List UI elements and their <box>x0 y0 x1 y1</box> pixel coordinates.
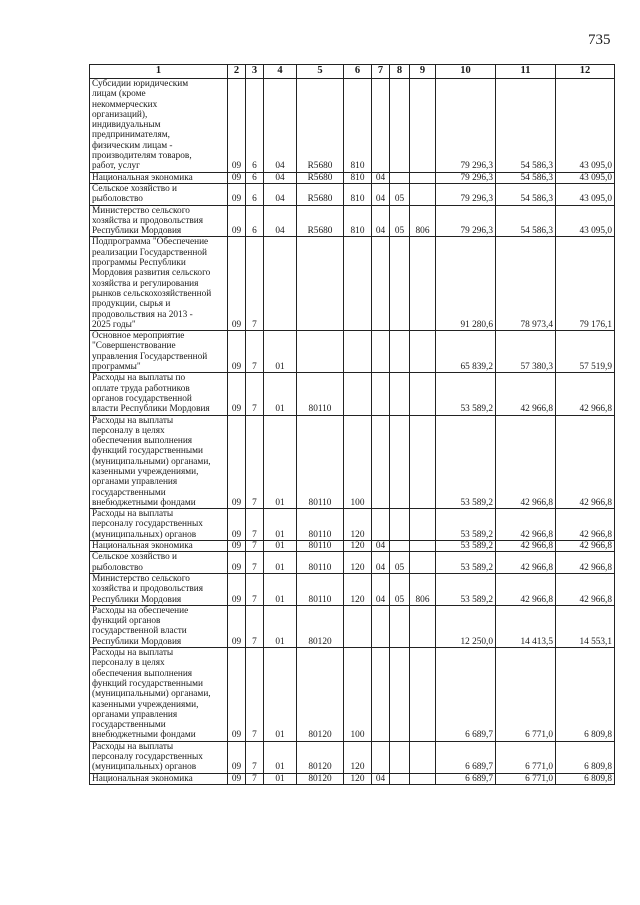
cell-name-line: продукции, сырья и <box>92 299 171 310</box>
cell-expense-type: 120 <box>344 741 372 773</box>
cell-pp: 7 <box>246 373 264 415</box>
cell-name <box>90 373 228 415</box>
cell-pp: 6 <box>246 183 264 205</box>
cell-subsection: 05 <box>390 183 410 205</box>
cell-ppp: 09 <box>228 541 246 552</box>
cell-grbs <box>410 183 436 205</box>
cell-pp: 7 <box>246 605 264 647</box>
cell-ppp: 09 <box>228 415 246 509</box>
cell-amount-year1: 6 689,7 <box>436 741 496 773</box>
cell-name-line: Национальная экономика <box>92 773 193 784</box>
cell-name-line: (муниципальных) органов <box>92 529 197 540</box>
cell-direction: 80120 <box>297 741 344 773</box>
cell-pp: 7 <box>246 541 264 552</box>
cell-grbs <box>410 773 436 784</box>
cell-amount-year2: 54 586,3 <box>496 79 556 173</box>
cell-name-line: персоналу государственных <box>92 752 203 762</box>
cell-name <box>90 415 228 509</box>
cell-ppp: 09 <box>228 79 246 173</box>
cell-amount-year3: 42 966,8 <box>556 552 615 574</box>
cell-direction <box>297 237 344 331</box>
table-row <box>90 605 615 647</box>
col-header: 11 <box>496 65 556 79</box>
cell-name-line: (муниципальными) органами, <box>92 456 211 467</box>
cell-amount-year3: 6 809,8 <box>556 773 615 784</box>
cell-name-line: персоналу государственных <box>92 519 203 530</box>
cell-ppp: 09 <box>228 648 246 742</box>
cell-name <box>90 183 228 205</box>
cell-name-line: персоналу в целях <box>92 658 165 669</box>
cell-amount-year1: 12 250,0 <box>436 605 496 647</box>
cell-amount-year1: 79 296,3 <box>436 183 496 205</box>
cell-pp: 6 <box>246 205 264 237</box>
cell-amount-year3: 43 095,0 <box>556 172 615 183</box>
cell-name <box>90 552 228 574</box>
cell-section: 04 <box>372 541 390 552</box>
col-header: 6 <box>344 65 372 79</box>
cell-amount-year1: 91 280,6 <box>436 237 496 331</box>
cell-amount-year1: 53 589,2 <box>436 541 496 552</box>
cell-name-line: Субсидии юридическим <box>92 79 189 89</box>
cell-direction: 80110 <box>297 415 344 509</box>
cell-om: 01 <box>264 373 297 415</box>
cell-name-line: рыболовство <box>92 194 143 205</box>
cell-expense-type: 810 <box>344 79 372 173</box>
cell-name <box>90 573 228 605</box>
cell-amount-year1: 53 589,2 <box>436 509 496 541</box>
table-row <box>90 183 615 205</box>
cell-name-line: хозяйства и продовольствия <box>92 584 204 595</box>
cell-section: 04 <box>372 183 390 205</box>
cell-grbs <box>410 552 436 574</box>
col-header: 8 <box>390 65 410 79</box>
cell-grbs: 806 <box>410 573 436 605</box>
cell-amount-year2: 54 586,3 <box>496 183 556 205</box>
cell-ppp: 09 <box>228 741 246 773</box>
cell-name-line: управления Государственной <box>92 351 208 362</box>
cell-amount-year1: 79 296,3 <box>436 205 496 237</box>
cell-name-line: функций государственными <box>92 446 203 457</box>
cell-subsection <box>390 773 410 784</box>
cell-subsection <box>390 605 410 647</box>
cell-name-line: некоммерческих <box>92 99 158 110</box>
header-row <box>90 65 615 79</box>
cell-om: 01 <box>264 741 297 773</box>
cell-name-line: индивидуальным <box>92 120 161 131</box>
table-row <box>90 573 615 605</box>
cell-direction: 80120 <box>297 773 344 784</box>
cell-pp: 7 <box>246 331 264 373</box>
cell-name <box>90 541 228 552</box>
cell-om <box>264 237 297 331</box>
cell-name-line: производителям товаров, <box>92 151 192 162</box>
cell-expense-type: 810 <box>344 205 372 237</box>
cell-expense-type: 810 <box>344 183 372 205</box>
cell-ppp: 09 <box>228 573 246 605</box>
cell-ppp: 09 <box>228 605 246 647</box>
cell-name-line: хозяйства и регулирования <box>92 278 199 289</box>
cell-pp: 7 <box>246 648 264 742</box>
cell-amount-year3: 79 176,1 <box>556 237 615 331</box>
table-body <box>90 79 615 785</box>
cell-direction: 80110 <box>297 509 344 541</box>
cell-pp: 7 <box>246 773 264 784</box>
col-header: 7 <box>372 65 390 79</box>
cell-amount-year3: 42 966,8 <box>556 573 615 605</box>
cell-section <box>372 741 390 773</box>
col-header: 4 <box>264 65 297 79</box>
cell-grbs <box>410 172 436 183</box>
cell-name <box>90 773 228 784</box>
cell-name-line: Расходы на выплаты <box>92 741 174 752</box>
cell-name-line: рыболовство <box>92 562 143 573</box>
cell-amount-year1: 53 589,2 <box>436 415 496 509</box>
cell-grbs <box>410 373 436 415</box>
cell-amount-year2: 6 771,0 <box>496 773 556 784</box>
cell-name <box>90 605 228 647</box>
cell-om: 01 <box>264 605 297 647</box>
cell-amount-year3: 6 809,8 <box>556 648 615 742</box>
cell-om: 01 <box>264 415 297 509</box>
cell-name-line: предпринимателям, <box>92 130 170 141</box>
cell-name-line: Расходы на выплаты <box>92 648 174 659</box>
col-header: 12 <box>556 65 615 79</box>
cell-om: 01 <box>264 331 297 373</box>
cell-grbs <box>410 605 436 647</box>
cell-name <box>90 237 228 331</box>
cell-grbs <box>410 509 436 541</box>
cell-name-line: продовольствия на 2013 - <box>92 309 193 320</box>
cell-amount-year1: 6 689,7 <box>436 773 496 784</box>
cell-ppp: 09 <box>228 205 246 237</box>
cell-pp: 7 <box>246 415 264 509</box>
table-row <box>90 205 615 237</box>
cell-direction: 80110 <box>297 373 344 415</box>
table-row <box>90 741 615 773</box>
cell-ppp: 09 <box>228 237 246 331</box>
cell-name-line: Республики Мордовия <box>92 226 182 237</box>
cell-name-line: (муниципальных) органов <box>92 762 197 773</box>
cell-subsection <box>390 509 410 541</box>
cell-ppp: 09 <box>228 509 246 541</box>
cell-expense-type: 120 <box>344 541 372 552</box>
cell-name-line: Подпрограмма "Обеспечение <box>92 237 209 248</box>
cell-name-line: организаций), <box>92 109 148 120</box>
cell-section <box>372 509 390 541</box>
cell-amount-year3: 57 519,9 <box>556 331 615 373</box>
cell-direction: R5680 <box>297 79 344 173</box>
cell-om: 04 <box>264 79 297 173</box>
cell-section: 04 <box>372 172 390 183</box>
cell-pp: 7 <box>246 237 264 331</box>
col-header: 2 <box>228 65 246 79</box>
cell-amount-year3: 42 966,8 <box>556 373 615 415</box>
cell-name-line: государственными <box>92 487 166 498</box>
cell-name-line: программы" <box>92 362 141 373</box>
cell-direction: 80110 <box>297 552 344 574</box>
cell-name-line: государственными <box>92 720 166 731</box>
cell-subsection: 05 <box>390 573 410 605</box>
cell-name-line: казенными учреждениями, <box>92 466 199 477</box>
cell-section <box>372 79 390 173</box>
cell-expense-type <box>344 373 372 415</box>
cell-amount-year3: 43 095,0 <box>556 183 615 205</box>
cell-name-line: персоналу в целях <box>92 425 165 436</box>
cell-name-line: физическим лицам - <box>92 140 173 151</box>
cell-name-line: функций органов <box>92 616 161 627</box>
cell-section: 04 <box>372 205 390 237</box>
cell-name-line: рынков сельскохозяйственной <box>92 288 212 299</box>
cell-direction: R5680 <box>297 205 344 237</box>
cell-amount-year3: 14 553,1 <box>556 605 615 647</box>
page-number: 735 <box>588 32 611 48</box>
cell-grbs <box>410 415 436 509</box>
cell-name-line: программы Республики <box>92 258 186 269</box>
cell-amount-year3: 43 095,0 <box>556 79 615 173</box>
cell-name-line: органами управления <box>92 477 178 488</box>
cell-amount-year2: 78 973,4 <box>496 237 556 331</box>
cell-expense-type <box>344 237 372 331</box>
cell-amount-year3: 42 966,8 <box>556 415 615 509</box>
cell-subsection <box>390 237 410 331</box>
cell-om: 01 <box>264 552 297 574</box>
cell-name-line: Основное мероприятие <box>92 331 185 342</box>
cell-section <box>372 415 390 509</box>
cell-amount-year2: 57 380,3 <box>496 331 556 373</box>
cell-name <box>90 509 228 541</box>
cell-name-line: работ, услуг <box>92 161 140 172</box>
cell-amount-year1: 6 689,7 <box>436 648 496 742</box>
cell-name-line: Сельское хозяйство и <box>92 552 178 563</box>
table-row <box>90 331 615 373</box>
cell-expense-type <box>344 605 372 647</box>
cell-ppp: 09 <box>228 373 246 415</box>
cell-grbs <box>410 648 436 742</box>
cell-expense-type: 810 <box>344 172 372 183</box>
cell-name-line: Министерство сельского <box>92 573 190 584</box>
col-header: 5 <box>297 65 344 79</box>
table-row <box>90 172 615 183</box>
table-row <box>90 541 615 552</box>
budget-table <box>89 64 615 785</box>
cell-name <box>90 741 228 773</box>
col-header: 3 <box>246 65 264 79</box>
cell-grbs: 806 <box>410 205 436 237</box>
cell-name-line: государственной власти <box>92 626 187 637</box>
cell-om: 04 <box>264 172 297 183</box>
cell-amount-year3: 42 966,8 <box>556 509 615 541</box>
table-row <box>90 648 615 742</box>
cell-direction: R5680 <box>297 172 344 183</box>
cell-expense-type <box>344 331 372 373</box>
cell-section <box>372 373 390 415</box>
cell-grbs <box>410 79 436 173</box>
cell-subsection <box>390 331 410 373</box>
cell-name-line: Мордовия развития сельского <box>92 268 211 279</box>
cell-om: 01 <box>264 573 297 605</box>
cell-direction: 80110 <box>297 573 344 605</box>
cell-name-line: обеспечения выполнения <box>92 436 193 447</box>
cell-amount-year2: 42 966,8 <box>496 509 556 541</box>
cell-name-line: Расходы на выплаты <box>92 415 174 426</box>
cell-name <box>90 331 228 373</box>
cell-amount-year2: 54 586,3 <box>496 172 556 183</box>
cell-name-line: Расходы на выплаты <box>92 509 174 520</box>
cell-expense-type: 120 <box>344 509 372 541</box>
cell-pp: 6 <box>246 79 264 173</box>
cell-name <box>90 648 228 742</box>
cell-name <box>90 205 228 237</box>
cell-name-line: реализации Государственной <box>92 247 207 258</box>
cell-direction: 80110 <box>297 541 344 552</box>
cell-subsection: 05 <box>390 552 410 574</box>
cell-section: 04 <box>372 573 390 605</box>
cell-amount-year2: 14 413,5 <box>496 605 556 647</box>
cell-name-line: казенными учреждениями, <box>92 699 199 710</box>
col-header: 9 <box>410 65 436 79</box>
cell-expense-type: 120 <box>344 773 372 784</box>
cell-name-line: Республики Мордовия <box>92 636 182 647</box>
cell-name-line: Расходы на выплаты по <box>92 373 186 384</box>
cell-subsection: 05 <box>390 205 410 237</box>
cell-name-line: внебюджетными фондами <box>92 730 196 741</box>
cell-grbs <box>410 741 436 773</box>
cell-name-line: 2025 годы" <box>92 319 136 330</box>
cell-amount-year1: 79 296,3 <box>436 172 496 183</box>
table-row <box>90 415 615 509</box>
cell-pp: 6 <box>246 172 264 183</box>
cell-expense-type: 120 <box>344 573 372 605</box>
cell-section: 04 <box>372 552 390 574</box>
cell-ppp: 09 <box>228 552 246 574</box>
cell-grbs <box>410 541 436 552</box>
cell-pp: 7 <box>246 552 264 574</box>
table-row <box>90 509 615 541</box>
cell-direction: R5680 <box>297 183 344 205</box>
cell-name-line: обеспечения выполнения <box>92 668 193 679</box>
cell-section: 04 <box>372 773 390 784</box>
cell-direction <box>297 331 344 373</box>
table-row <box>90 237 615 331</box>
cell-amount-year2: 42 966,8 <box>496 373 556 415</box>
cell-direction: 80120 <box>297 648 344 742</box>
cell-name-line: хозяйства и продовольствия <box>92 215 204 226</box>
cell-section <box>372 605 390 647</box>
cell-amount-year1: 65 839,2 <box>436 331 496 373</box>
cell-name-line: лицам (кроме <box>92 89 146 100</box>
cell-amount-year2: 42 966,8 <box>496 552 556 574</box>
cell-pp: 7 <box>246 509 264 541</box>
cell-name-line: Национальная экономика <box>92 541 193 552</box>
cell-name-line: Национальная экономика <box>92 172 193 183</box>
cell-om: 01 <box>264 509 297 541</box>
cell-amount-year3: 42 966,8 <box>556 541 615 552</box>
cell-name-line: органами управления <box>92 709 178 720</box>
cell-direction: 80120 <box>297 605 344 647</box>
cell-ppp: 09 <box>228 331 246 373</box>
cell-amount-year3: 6 809,8 <box>556 741 615 773</box>
cell-amount-year3: 43 095,0 <box>556 205 615 237</box>
cell-om: 04 <box>264 183 297 205</box>
cell-expense-type: 120 <box>344 552 372 574</box>
cell-name <box>90 79 228 173</box>
cell-subsection <box>390 648 410 742</box>
cell-amount-year2: 42 966,8 <box>496 541 556 552</box>
col-header: 1 <box>90 65 228 79</box>
cell-name-line: Расходы на обеспечение <box>92 605 189 616</box>
table-row <box>90 773 615 784</box>
cell-subsection <box>390 741 410 773</box>
cell-amount-year2: 42 966,8 <box>496 573 556 605</box>
cell-amount-year1: 53 589,2 <box>436 552 496 574</box>
cell-grbs <box>410 237 436 331</box>
cell-om: 01 <box>264 541 297 552</box>
cell-name-line: органов государственной <box>92 393 192 404</box>
cell-amount-year2: 6 771,0 <box>496 741 556 773</box>
cell-ppp: 09 <box>228 773 246 784</box>
cell-amount-year1: 53 589,2 <box>436 573 496 605</box>
cell-ppp: 09 <box>228 172 246 183</box>
cell-om: 04 <box>264 205 297 237</box>
cell-amount-year2: 54 586,3 <box>496 205 556 237</box>
cell-name-line: власти Республики Мордовия <box>92 404 210 415</box>
cell-name-line: Министерство сельского <box>92 205 190 216</box>
cell-ppp: 09 <box>228 183 246 205</box>
cell-pp: 7 <box>246 573 264 605</box>
cell-name-line: Республики Мордовия <box>92 594 182 605</box>
table-row <box>90 79 615 173</box>
cell-name-line: функций государственными <box>92 678 203 689</box>
cell-name-line: Сельское хозяйство и <box>92 183 178 194</box>
cell-pp: 7 <box>246 741 264 773</box>
cell-om: 01 <box>264 648 297 742</box>
cell-amount-year1: 79 296,3 <box>436 79 496 173</box>
cell-amount-year2: 42 966,8 <box>496 415 556 509</box>
cell-name-line: оплате труда работников <box>92 383 190 394</box>
cell-name-line: "Совершенствование <box>92 341 176 352</box>
cell-name-line: внебюджетными фондами <box>92 497 196 508</box>
cell-subsection <box>390 172 410 183</box>
cell-name-line: (муниципальными) органами, <box>92 689 211 700</box>
cell-section <box>372 237 390 331</box>
cell-subsection <box>390 415 410 509</box>
table-row <box>90 373 615 415</box>
cell-expense-type: 100 <box>344 415 372 509</box>
cell-om: 01 <box>264 773 297 784</box>
cell-section <box>372 331 390 373</box>
table-row <box>90 552 615 574</box>
cell-subsection <box>390 79 410 173</box>
col-header: 10 <box>436 65 496 79</box>
cell-grbs <box>410 331 436 373</box>
cell-section <box>372 648 390 742</box>
cell-amount-year2: 6 771,0 <box>496 648 556 742</box>
cell-subsection <box>390 541 410 552</box>
cell-name <box>90 172 228 183</box>
cell-subsection <box>390 373 410 415</box>
cell-expense-type: 100 <box>344 648 372 742</box>
cell-amount-year1: 53 589,2 <box>436 373 496 415</box>
